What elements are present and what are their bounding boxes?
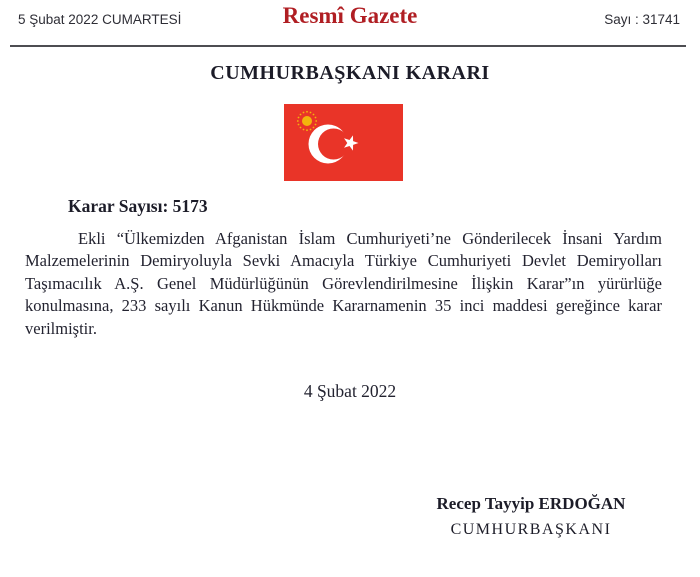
decision-body-text: Ekli “Ülkemizden Afganistan İslam Cumhuriyeti’ne Gönderilecek İnsani Yardım Malzemelerinin Demiryoluyla Sevki Amacıyla Türkiye Cumhuriyeti Devlet Demiryolları Taşımacılık A.Ş. Genel Müdürlüğünün Görevlendirilmesine İlişkin Karar”ın yürürlüğe konulmasına, 233 sayılı Kanun Hükmünde Kararnamenin 35 inci maddesi gereğince karar verilmiştir.	[25, 229, 662, 338]
gazette-date: 5 Şubat 2022 CUMARTESİ	[18, 12, 182, 27]
header-divider	[10, 45, 686, 47]
gazette-masthead: Resmî Gazete	[282, 3, 418, 28]
document-title: CUMHURBAŞKANI KARARI	[210, 62, 490, 85]
crescent-cutout	[318, 129, 349, 160]
signatory-title: CUMHURBAŞKANI	[450, 521, 612, 538]
signatory-name: Recep Tayyip ERDOĞAN	[436, 494, 626, 513]
turkish-flag	[284, 104, 403, 181]
turkish-flag-graphic	[284, 104, 403, 181]
decision-date: 4 Şubat 2022	[303, 381, 397, 401]
decision-number: Karar Sayısı: 5173	[68, 196, 208, 216]
gazette-issue-number: Sayı : 31741	[604, 12, 680, 27]
signature-block	[381, 494, 681, 539]
